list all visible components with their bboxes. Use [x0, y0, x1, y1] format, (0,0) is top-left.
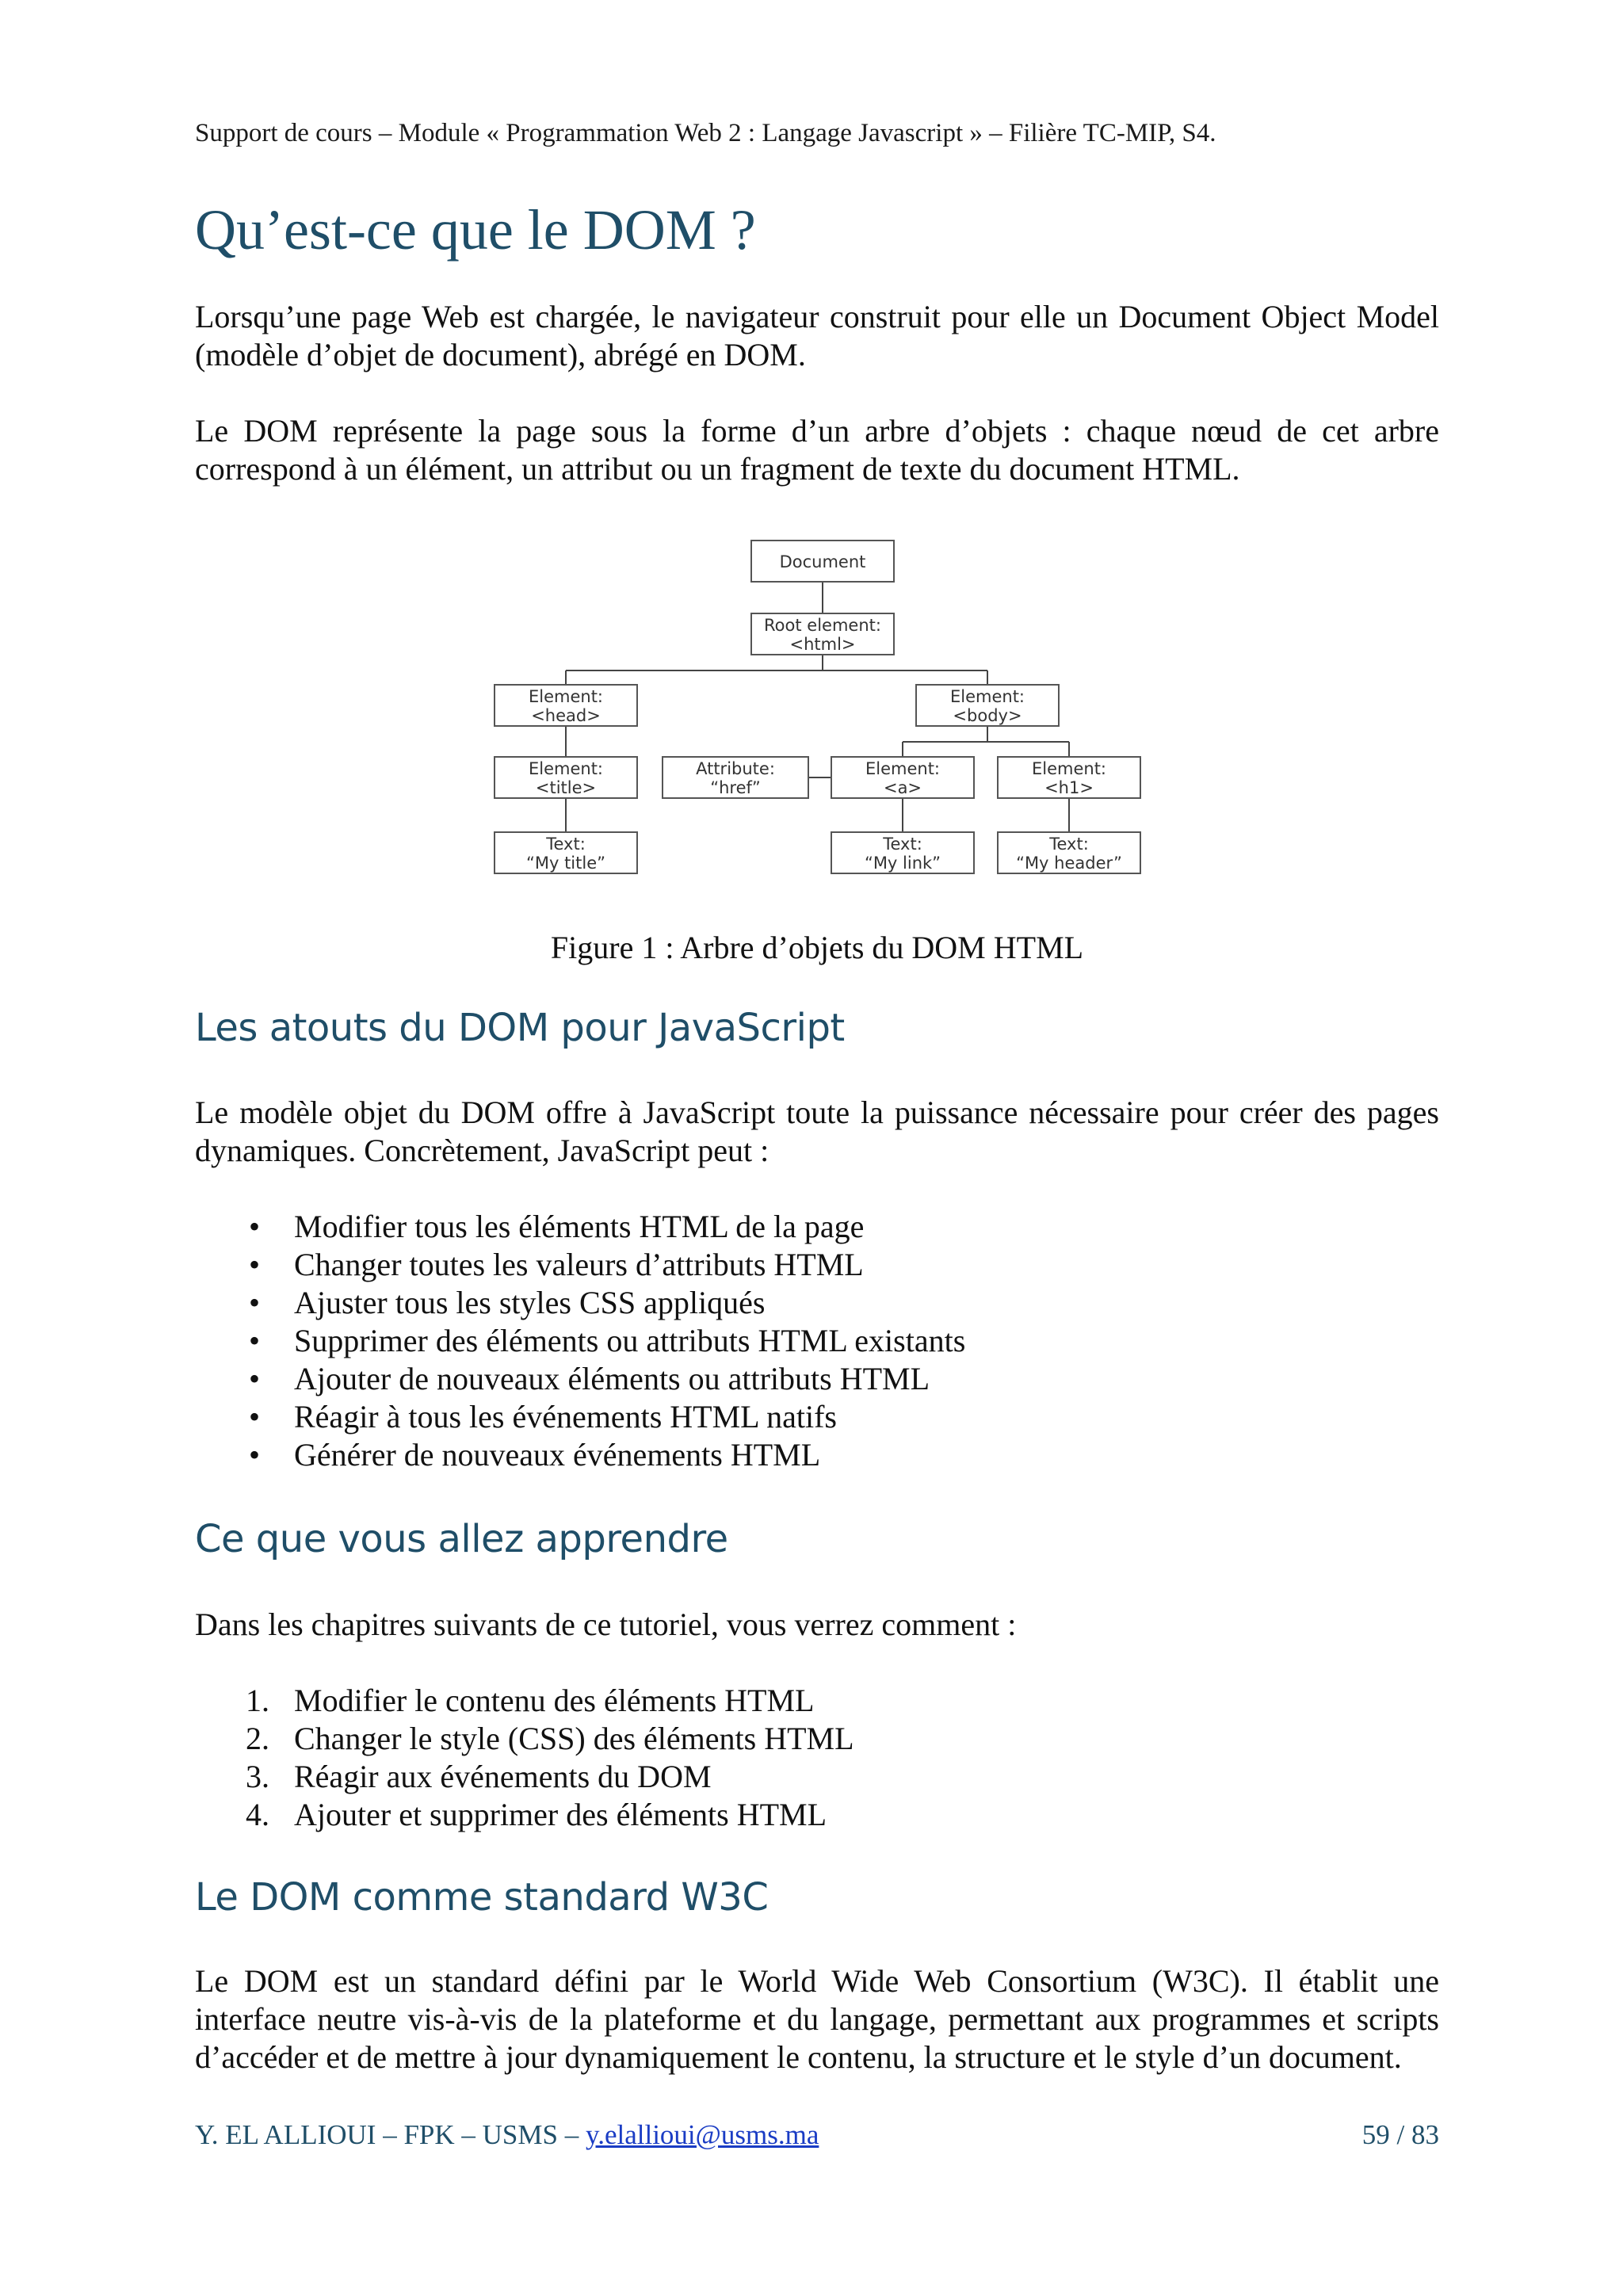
node-document [751, 541, 894, 582]
svg-text:<title>: <title> [535, 778, 597, 797]
list-item [195, 1360, 1431, 1398]
list-item-text: Ajouter de nouveaux éléments ou attributs HTML [294, 1361, 930, 1396]
list-item-text: Ajuster tous les styles CSS appliqués [294, 1285, 766, 1320]
bullet-marker: • [249, 1437, 261, 1473]
dom-tree-diagram [490, 537, 1148, 886]
svg-text:Text:: Text: [1049, 835, 1089, 854]
intro-paragraph-1: Lorsqu’une page Web est chargée, le navigateur construit pour elle un Document Object Model (modèle d’objet de document), abrégé en DOM. [195, 299, 1439, 372]
svg-text:<head>: <head> [531, 706, 601, 725]
svg-text:Element:: Element: [528, 687, 604, 706]
node-text-my-link [831, 832, 974, 873]
svg-text:Element:: Element: [865, 759, 941, 778]
section-heading-atouts: Les atouts du DOM pour JavaScript [195, 1006, 845, 1050]
figure-caption: Figure 1 : Arbre d’objets du DOM HTML [550, 930, 1084, 965]
list-item-text: Générer de nouveaux événements HTML [294, 1437, 821, 1473]
svg-text:<a>: <a> [883, 778, 922, 797]
page-footer [195, 2118, 1439, 2152]
atouts-intro-paragraph: Le modèle objet du DOM offre à JavaScript toute la puissance nécessaire pour créer des pages dynamiques. Concrètement, JavaScript peut : [195, 1095, 1439, 1168]
svg-text:Element:: Element: [949, 687, 1025, 706]
list-item-text: Réagir aux événements du DOM [294, 1759, 712, 1794]
list-item-text: Modifier le contenu des éléments HTML [294, 1683, 815, 1718]
section-heading-apprendre: Ce que vous allez apprendre [195, 1517, 728, 1561]
node-text-my-header [998, 832, 1140, 873]
list-item [195, 1758, 1431, 1796]
list-item [195, 1720, 1431, 1758]
list-item-text: Changer toutes les valeurs d’attributs HTML [294, 1247, 864, 1282]
svg-text:<body>: <body> [953, 706, 1022, 725]
section-heading-w3c: Le DOM comme standard W3C [195, 1875, 769, 1920]
svg-text:“My header”: “My header” [1016, 854, 1122, 873]
list-item [195, 1398, 1431, 1436]
node-body [916, 685, 1059, 726]
list-item [195, 1682, 1431, 1720]
atouts-bullet-list [195, 1208, 1431, 1474]
list-item [195, 1284, 1431, 1322]
apprendre-numbered-list [195, 1682, 1431, 1834]
bullet-marker: • [249, 1399, 261, 1435]
list-item-text: Ajouter et supprimer des éléments HTML [294, 1797, 827, 1832]
svg-text:Text:: Text: [883, 835, 922, 854]
page-title: Qu’est-ce que le DOM ? [195, 198, 756, 262]
list-item [195, 1796, 1431, 1834]
list-item [195, 1246, 1431, 1284]
apprendre-intro-paragraph: Dans les chapitres suivants de ce tutoriel, vous verrez comment : [195, 1606, 1017, 1642]
node-head [495, 685, 637, 726]
svg-text:Element:: Element: [528, 759, 604, 778]
running-header: Support de cours – Module « Programmation Web 2 : Langage Javascript » – Filière TC-MIP, S4. [195, 119, 1216, 147]
list-item [195, 1208, 1431, 1246]
bullet-marker: • [249, 1361, 261, 1396]
list-item-text: Réagir à tous les événements HTML natifs [294, 1399, 837, 1435]
bullet-marker: • [249, 1209, 261, 1244]
list-item [195, 1322, 1431, 1360]
bullet-marker: • [249, 1323, 261, 1358]
node-h1 [998, 757, 1140, 798]
svg-text:“My link”: “My link” [864, 854, 941, 873]
list-item-text: Modifier tous les éléments HTML de la page [294, 1209, 865, 1244]
list-number: 1. [246, 1683, 269, 1718]
svg-text:<html>: <html> [789, 635, 856, 654]
list-item-text: Changer le style (CSS) des éléments HTML [294, 1721, 854, 1756]
bullet-marker: • [249, 1285, 261, 1320]
list-number: 3. [246, 1759, 269, 1794]
svg-text:“My title”: “My title” [525, 854, 606, 873]
svg-text:Document: Document [779, 552, 866, 571]
list-item [195, 1436, 1431, 1474]
node-a [831, 757, 974, 798]
node-root-element [751, 613, 894, 655]
footer-author: Y. EL ALLIOUI – FPK – USMS – [195, 2119, 586, 2150]
svg-text:<h1>: <h1> [1044, 778, 1094, 797]
svg-text:Root element:: Root element: [764, 616, 881, 635]
node-attribute-href [663, 757, 808, 798]
page-number: 59 / 83 [1361, 2119, 1439, 2150]
footer-email-link[interactable]: y.elallioui@usms.ma [585, 2119, 819, 2150]
list-item-text: Supprimer des éléments ou attributs HTML existants [294, 1323, 966, 1358]
node-text-my-title [495, 832, 637, 873]
intro-paragraph-2: Le DOM représente la page sous la forme d’un arbre d’objets : chaque nœud de cet arbre correspond à un élément, un attribut ou un fragment de texte du document HTML. [195, 413, 1439, 487]
list-number: 2. [246, 1721, 269, 1756]
list-number: 4. [246, 1797, 269, 1832]
svg-text:Attribute:: Attribute: [696, 759, 775, 778]
svg-text:Text:: Text: [546, 835, 586, 854]
bullet-marker: • [249, 1247, 261, 1282]
svg-text:“href”: “href” [710, 778, 761, 797]
node-title [495, 757, 637, 798]
w3c-paragraph: Le DOM est un standard défini par le World Wide Web Consortium (W3C). Il établit une interface neutre vis-à-vis de la plateforme et du langage, permettant aux programmes et scripts d’accéder et de mettre à jour dynamiquement le contenu, la structure et le style d’un document. [195, 1963, 1439, 2075]
svg-text:Element:: Element: [1031, 759, 1107, 778]
